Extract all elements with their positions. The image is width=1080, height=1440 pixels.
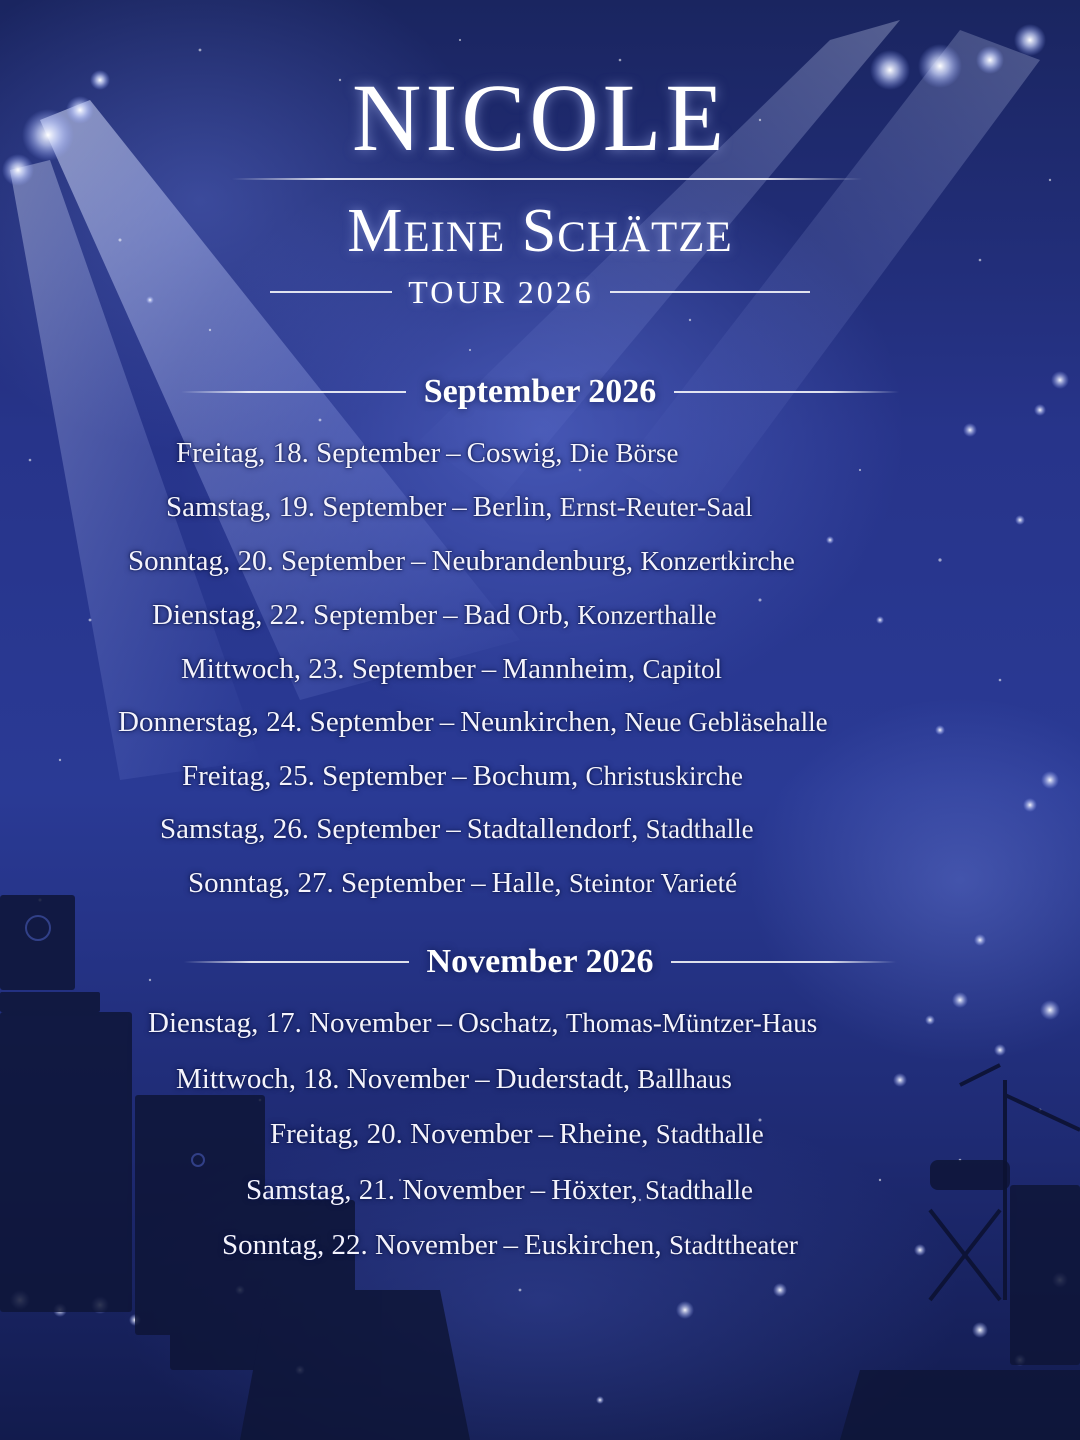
tour-date — [270, 1118, 764, 1151]
tour-date — [166, 491, 753, 524]
date-day: Samstag, 26. September — [160, 813, 441, 845]
date-day: Donnerstag, 24. September — [118, 706, 434, 738]
tour-date — [176, 1063, 732, 1096]
tour-date — [176, 437, 679, 470]
date-venue: Ballhaus — [637, 1064, 732, 1094]
date-venue: Christuskirche — [585, 761, 743, 791]
date-venue: Stadthalle — [645, 814, 754, 844]
tour-date — [152, 599, 717, 632]
month-divider-left — [181, 391, 406, 393]
month-divider-left — [184, 961, 409, 963]
tour-date — [188, 867, 737, 900]
date-day: Sonntag, 20. September — [128, 545, 406, 577]
date-day: Dienstag, 22. September — [152, 599, 438, 631]
date-venue: Ernst-Reuter-Saal — [559, 492, 753, 522]
date-city: Euskirchen, — [523, 1229, 662, 1261]
date-venue: Konzerthalle — [577, 600, 717, 630]
date-day: Freitag, 20. November — [270, 1118, 533, 1150]
tour-date — [118, 706, 828, 739]
date-city: Coswig, — [466, 437, 563, 469]
tour-date — [182, 760, 743, 793]
month-heading-november — [0, 940, 1080, 984]
date-separator: – — [446, 813, 461, 845]
date-city: Bochum, — [472, 760, 579, 792]
tour-date — [181, 653, 722, 686]
date-separator: – — [471, 867, 486, 899]
date-venue: Stadttheater — [668, 1230, 798, 1260]
date-city: Rheine, — [559, 1118, 649, 1150]
date-separator: – — [446, 437, 461, 469]
date-day: Sonntag, 27. September — [188, 867, 466, 899]
tour-divider-left — [270, 291, 392, 293]
month-label: November 2026 — [426, 943, 654, 980]
date-separator: – — [452, 491, 467, 523]
date-day: Mittwoch, 18. November — [176, 1063, 470, 1095]
tour-date — [148, 1007, 817, 1040]
date-venue: Stadthalle — [645, 1175, 754, 1205]
date-city: Stadtallendorf, — [466, 813, 639, 845]
date-separator: – — [503, 1229, 518, 1261]
date-city: Duderstadt, — [495, 1063, 631, 1095]
month-heading-september — [0, 370, 1080, 414]
tour-date — [222, 1229, 798, 1262]
tour-divider-right — [610, 291, 810, 293]
month-divider-right — [671, 961, 896, 963]
date-day: Samstag, 19. September — [166, 491, 447, 523]
date-city: Höxter, — [551, 1174, 638, 1206]
date-separator: – — [452, 760, 467, 792]
date-venue: Die Börse — [569, 438, 679, 468]
date-day: Samstag, 21. November — [246, 1174, 525, 1206]
date-day: Freitag, 18. September — [176, 437, 441, 469]
month-divider-right — [674, 391, 899, 393]
date-day: Sonntag, 22. November — [222, 1229, 498, 1261]
date-city: Bad Orb, — [463, 599, 570, 631]
month-label: September 2026 — [423, 373, 657, 410]
date-venue: Stadthalle — [655, 1119, 764, 1149]
date-city: Mannheim, — [502, 653, 636, 685]
artist-name: NICOLE — [352, 64, 728, 171]
date-city: Halle, — [491, 867, 562, 899]
date-day: Mittwoch, 23. September — [181, 653, 476, 685]
tour-label-row — [0, 270, 1080, 314]
date-venue: Neue Gebläsehalle — [624, 707, 828, 737]
tour-date — [246, 1174, 753, 1207]
date-separator: – — [481, 653, 497, 685]
date-separator: – — [530, 1174, 546, 1206]
date-separator: – — [443, 599, 458, 631]
tour-label: TOUR 2026 — [408, 273, 594, 310]
date-separator: – — [437, 1007, 452, 1039]
date-day: Dienstag, 17. November — [148, 1007, 432, 1039]
date-city: Neubrandenburg, — [431, 545, 634, 577]
date-venue: Steintor Varieté — [568, 868, 738, 898]
date-venue: Konzertkirche — [640, 546, 795, 576]
date-separator: – — [439, 706, 455, 738]
tour-title: Meine Schätze — [347, 197, 733, 265]
date-separator: – — [475, 1063, 490, 1095]
date-city: Oschatz, — [458, 1007, 559, 1039]
date-venue: Capitol — [642, 654, 722, 684]
tour-date — [128, 545, 795, 578]
date-separator: – — [538, 1118, 554, 1150]
tour-date — [160, 813, 754, 846]
date-venue: Thomas-Müntzer-Haus — [565, 1008, 818, 1038]
date-separator: – — [411, 545, 426, 577]
date-city: Berlin, — [472, 491, 553, 523]
date-city: Neunkirchen, — [460, 706, 618, 738]
title-divider — [232, 178, 862, 180]
date-day: Freitag, 25. September — [182, 760, 447, 792]
